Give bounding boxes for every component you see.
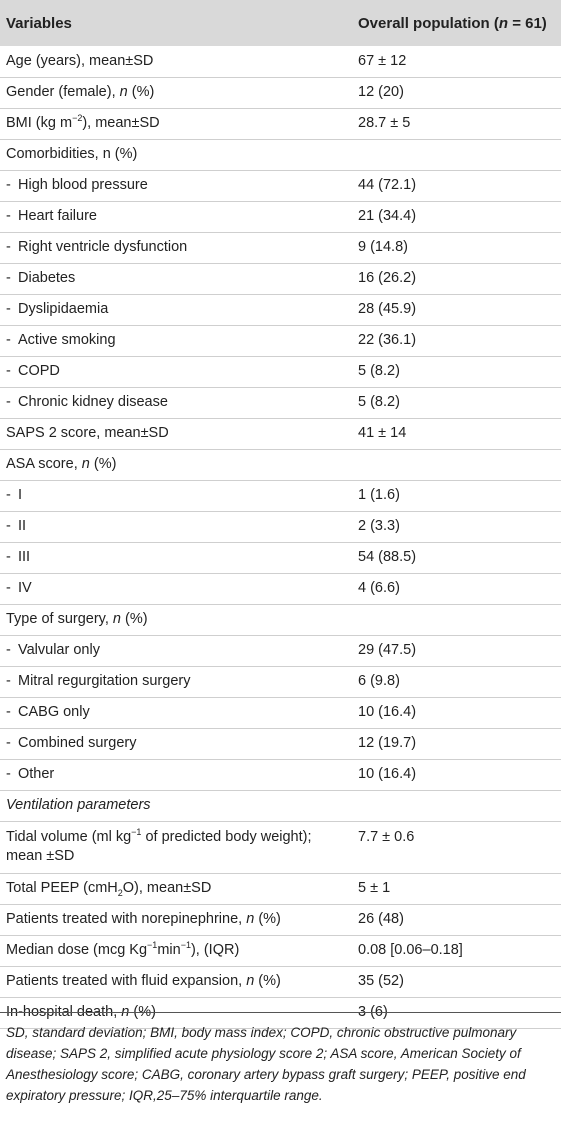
label-part: Chronic kidney disease xyxy=(18,394,168,410)
row-value: 35 (52) xyxy=(358,973,404,989)
header-row xyxy=(0,0,561,46)
label-part: Gender (female), xyxy=(6,84,120,100)
sub-item-marker: - xyxy=(6,735,11,751)
table-row-asa-i xyxy=(0,480,561,511)
row-label xyxy=(0,387,350,418)
label-part: mean ±SD xyxy=(6,848,75,864)
label-part: CABG only xyxy=(18,704,90,720)
table-footnote: SD, standard deviation; BMI, body mass index; COPD, chronic obstructive pulmonary disease; SAPS 2, simplified acute physiology score 2; ASA score, American Society of Anesthesiology score; CABG, coronary artery bypass graft surgery; PEEP, positive end expiratory pressure; IQR,25–75% interquartile range. xyxy=(6,1025,526,1103)
label-part: Right ventricle dysfunction xyxy=(18,239,188,255)
row-label xyxy=(0,201,350,232)
row-value: 26 (48) xyxy=(358,911,404,927)
row-value: 4 (6.6) xyxy=(358,580,400,596)
row-label xyxy=(0,821,350,873)
row-value: 67 ± 12 xyxy=(358,52,407,69)
label-part: of predicted body weight); xyxy=(141,829,312,845)
label-part: High blood pressure xyxy=(18,177,148,193)
sub-item-marker: - xyxy=(6,394,11,410)
table-row-comorbidities xyxy=(0,139,561,170)
sub-item-marker: - xyxy=(6,487,11,503)
label-part: Dyslipidaemia xyxy=(18,301,109,317)
sub-item-marker: - xyxy=(6,642,11,658)
label-part: (%) xyxy=(121,611,148,627)
sub-item-marker: - xyxy=(6,301,11,317)
row-value: 16 (26.2) xyxy=(358,270,417,286)
table-row-total-peep xyxy=(0,873,561,904)
row-value: 5 (8.2) xyxy=(358,363,400,379)
sub-item-marker: - xyxy=(6,177,11,193)
row-label: Ventilation parameters xyxy=(6,797,151,813)
row-value xyxy=(350,449,561,480)
table-row-asa-iii xyxy=(0,542,561,573)
label-part: Mitral regurgitation surgery xyxy=(18,673,191,689)
label-italic-n: n xyxy=(119,84,128,100)
table-row-combined-surgery xyxy=(0,728,561,759)
row-value: 54 (88.5) xyxy=(358,549,417,565)
sub-item-marker: - xyxy=(6,580,11,596)
sub-item-marker: - xyxy=(6,518,11,534)
label-part: IV xyxy=(18,580,32,596)
label-part: Valvular only xyxy=(18,642,100,658)
table-row-bmi xyxy=(0,108,561,139)
table-row-valvular-only xyxy=(0,635,561,666)
sub-item-marker: - xyxy=(6,363,11,379)
row-label xyxy=(0,356,350,387)
label-part: (%) xyxy=(127,84,155,100)
row-value: 28.7 ± 5 xyxy=(358,115,411,131)
table-row-asa-iv xyxy=(0,573,561,604)
label-superscript: −1 xyxy=(147,940,158,951)
label-part: (%) xyxy=(254,973,281,989)
table-row-fluid-expansion xyxy=(0,966,561,997)
row-label xyxy=(0,542,350,573)
label-part: I xyxy=(18,487,23,503)
header-overall-population xyxy=(350,0,561,46)
row-value: 41 ± 14 xyxy=(358,425,407,441)
row-label xyxy=(0,480,350,511)
label-italic-n: n xyxy=(112,611,121,627)
label-part: ), (IQR) xyxy=(190,942,240,958)
row-label xyxy=(0,77,350,108)
row-value: 1 (1.6) xyxy=(358,487,400,503)
row-label xyxy=(0,325,350,356)
row-value: 10 (16.4) xyxy=(358,766,417,782)
table-row-tidal-volume xyxy=(0,821,561,873)
label-superscript: −1 xyxy=(131,827,142,838)
row-value xyxy=(350,790,561,821)
label-subscript: 2 xyxy=(117,887,123,898)
row-label xyxy=(0,759,350,790)
sub-item-marker: - xyxy=(6,549,11,565)
row-label: Age (years), mean±SD xyxy=(6,52,154,69)
label-part: ASA score, xyxy=(6,456,82,472)
table-row-cabg-only xyxy=(0,697,561,728)
label-part: Diabetes xyxy=(18,270,76,286)
row-label xyxy=(0,263,350,294)
row-value: 6 (9.8) xyxy=(358,673,400,689)
row-value: 3 (6) xyxy=(358,1004,388,1020)
label-part: (%) xyxy=(254,911,281,927)
table-row-gender xyxy=(0,77,561,108)
table-row-heart-failure xyxy=(0,201,561,232)
label-part: BMI (kg m xyxy=(6,115,73,131)
row-label xyxy=(0,294,350,325)
label-superscript: −1 xyxy=(180,940,191,951)
table-row-median-dose xyxy=(0,935,561,966)
label-part: III xyxy=(18,549,31,565)
table-row-asa-score xyxy=(0,449,561,480)
row-label: Comorbidities, n (%) xyxy=(6,146,138,162)
label-part: min xyxy=(157,942,181,958)
label-part: II xyxy=(18,518,27,534)
row-value: 29 (47.5) xyxy=(358,642,417,658)
row-value: 7.7 ± 0.6 xyxy=(358,828,415,845)
row-label xyxy=(0,635,350,666)
table-row-right-ventricle-dysfunction xyxy=(0,232,561,263)
row-value: 22 (36.1) xyxy=(358,332,417,348)
table-header xyxy=(0,0,561,46)
sub-item-marker: - xyxy=(6,332,11,348)
table-body xyxy=(0,46,561,1028)
label-part: Other xyxy=(18,766,55,782)
table-row-dyslipidaemia xyxy=(0,294,561,325)
sub-item-marker: - xyxy=(6,270,11,286)
label-superscript: −2 xyxy=(72,113,83,124)
row-label xyxy=(0,935,350,966)
row-label xyxy=(0,170,350,201)
row-value: 10 (16.4) xyxy=(358,704,417,720)
row-label xyxy=(0,108,350,139)
row-label xyxy=(0,697,350,728)
row-label xyxy=(0,604,350,635)
table-row-type-of-surgery xyxy=(0,604,561,635)
table-row-norepinephrine xyxy=(0,904,561,935)
table-row-saps2 xyxy=(0,418,561,449)
row-value: 5 ± 1 xyxy=(358,880,391,896)
row-value: 21 (34.4) xyxy=(358,208,417,224)
row-value xyxy=(350,139,561,170)
header-variables: Variables xyxy=(6,14,72,32)
label-part: Median dose (mcg Kg xyxy=(6,942,148,958)
row-label: SAPS 2 score, mean±SD xyxy=(6,425,169,441)
label-italic-n: n xyxy=(81,456,90,472)
table-row-asa-ii xyxy=(0,511,561,542)
table-bottom-rule xyxy=(0,1012,561,1013)
row-label xyxy=(0,966,350,997)
label-italic-n: n xyxy=(246,973,255,989)
row-label xyxy=(0,449,350,480)
header-col2-suffix: = 61) xyxy=(508,14,547,32)
table-row-high-blood-pressure xyxy=(0,170,561,201)
row-value: 12 (20) xyxy=(358,84,404,100)
label-part: Type of surgery, xyxy=(6,611,113,627)
label-part: (%) xyxy=(129,1004,156,1020)
label-part: (%) xyxy=(89,456,117,472)
sub-item-marker: - xyxy=(6,673,11,689)
row-value: 5 (8.2) xyxy=(358,394,400,410)
sub-item-marker: - xyxy=(6,766,11,782)
label-part: Tidal volume (ml kg xyxy=(6,829,132,845)
table-row-diabetes xyxy=(0,263,561,294)
label-part: Patients treated with norepinephrine, xyxy=(6,911,247,927)
table-row-other-surgery xyxy=(0,759,561,790)
label-part: Patients treated with fluid expansion, xyxy=(6,973,247,989)
sub-item-marker: - xyxy=(6,704,11,720)
label-part: O), mean±SD xyxy=(122,880,212,896)
row-label xyxy=(0,666,350,697)
label-part: In-hospital death, xyxy=(6,1004,122,1020)
label-part: ), mean±SD xyxy=(82,115,160,131)
row-value: 0.08 [0.06–0.18] xyxy=(358,942,463,958)
row-value: 44 (72.1) xyxy=(358,177,417,193)
label-italic-n: n xyxy=(121,1004,130,1020)
row-value: 2 (3.3) xyxy=(358,518,400,534)
row-value: 9 (14.8) xyxy=(358,239,408,255)
row-label xyxy=(0,573,350,604)
label-italic-n: n xyxy=(246,911,255,927)
table-row-copd xyxy=(0,356,561,387)
label-part: COPD xyxy=(18,363,60,379)
table-row-active-smoking xyxy=(0,325,561,356)
row-label xyxy=(0,232,350,263)
header-col2-n: n xyxy=(498,14,509,32)
row-label xyxy=(0,728,350,759)
label-part: Heart failure xyxy=(18,208,97,224)
table-row-mitral-regurgitation-surgery xyxy=(0,666,561,697)
label-part: Active smoking xyxy=(18,332,116,348)
table-row-age xyxy=(0,46,561,77)
sub-item-marker: - xyxy=(6,239,11,255)
row-value xyxy=(350,604,561,635)
row-value: 28 (45.9) xyxy=(358,301,417,317)
row-value: 12 (19.7) xyxy=(358,735,417,751)
row-label xyxy=(0,904,350,935)
table-row-ventilation-parameters xyxy=(0,790,561,821)
label-part: Combined surgery xyxy=(18,735,137,751)
header-col2-prefix: Overall population ( xyxy=(358,14,499,32)
table-row-chronic-kidney-disease xyxy=(0,387,561,418)
label-part: Total PEEP (cmH xyxy=(6,880,118,896)
row-label xyxy=(0,873,350,904)
row-label xyxy=(0,511,350,542)
sub-item-marker: - xyxy=(6,208,11,224)
